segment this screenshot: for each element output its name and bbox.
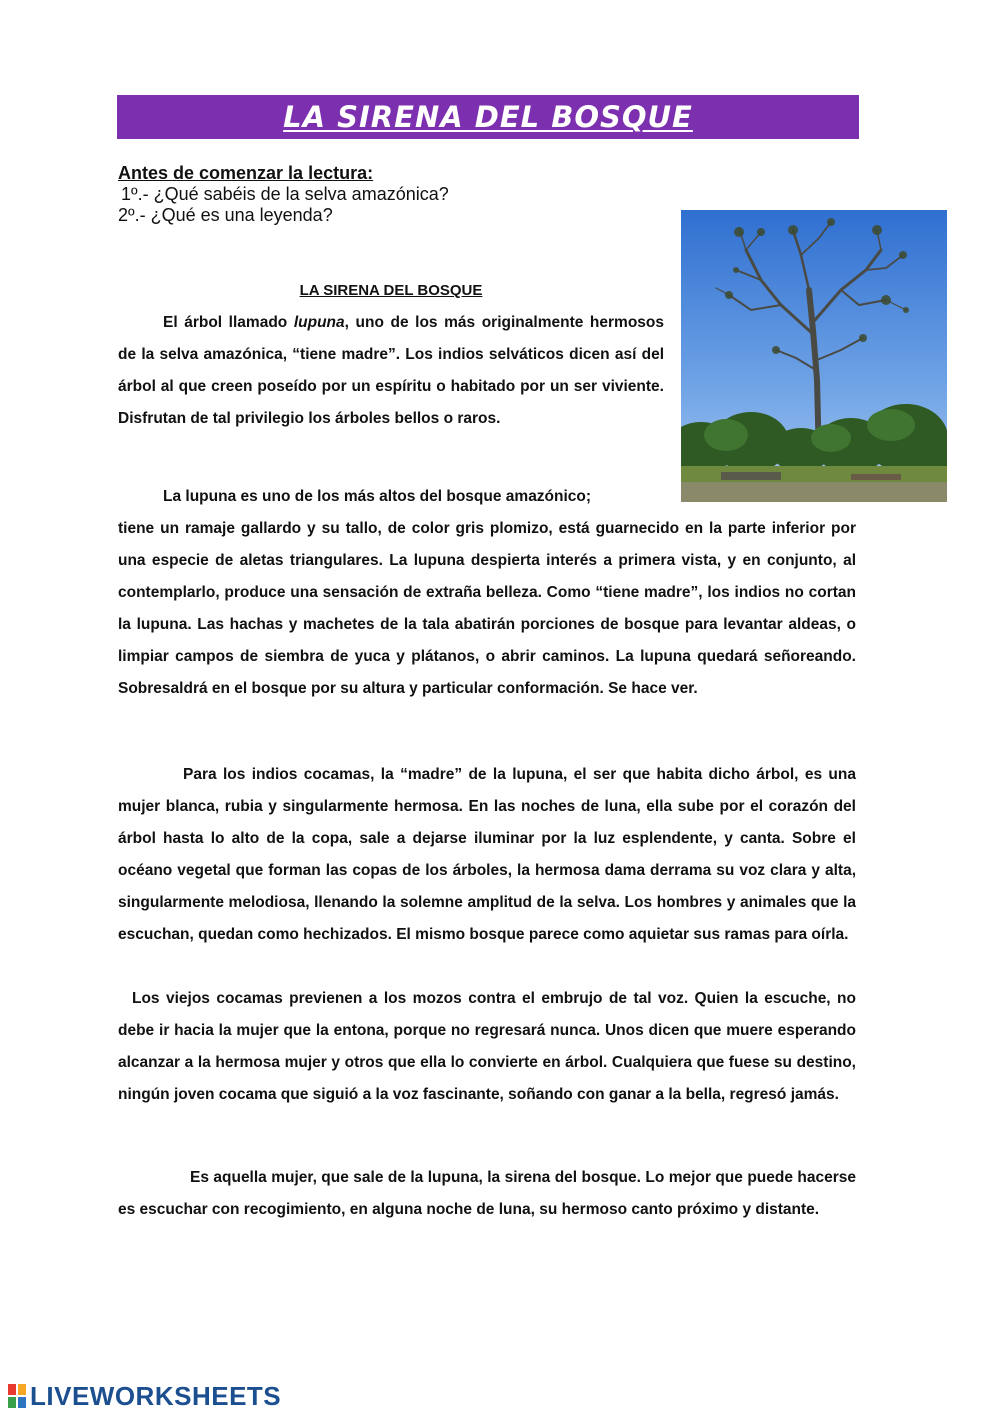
pre-reading-heading: Antes de comenzar la lectura: — [118, 163, 374, 183]
paragraph-2 — [118, 481, 856, 705]
paragraph-3: Para los indios cocamas, la “madre” de la lupuna, el ser que habita dicho árbol, es una mujer blanca, rubia y singularmente hermosa. En las noches de luna, ella sube por el corazón del árbol hasta lo alto de la copa, sale a dejarse iluminar por la luz esplendente, y canta. Sobre el océano vegetal que forman las copas de los árboles, la hermosa dama derrama su voz clara y alta, singularmente melodiosa, llenando la solemne amplitud de la selva. Los hombres y animales que la escuchan, quedan como hechizados. El mismo bosque parece como aquietar sus ramas para oírla. — [118, 766, 856, 943]
paragraph-1-rest: , uno de los más originalmente hermosos de la selva amazónica, “tiene madre”. Los indios selváticos dicen así del árbol al que creen poseído por un espíritu o habitado por un ser viviente. Disfrutan de tal privilegio los árboles bellos o raros. — [118, 314, 664, 427]
liveworksheets-logo — [8, 1382, 281, 1410]
lupuna-word: lupuna — [293, 314, 345, 331]
logo-text: LIVEWORKSHEETS — [30, 1380, 282, 1411]
paragraph-2-rest: tiene un ramaje gallardo y su tallo, de color gris plomizo, está guarnecido en la parte inferior por una especie de aletas triangulares. La lupuna despierta interés a primera vista, y en conjunto, al contemplarlo, produce una sensación de extraña belleza. Como “tiene madre”, los indios no cortan la lupuna. Las hachas y machetes de la tala abatirán porciones de bosque para levantar aldeas, o limpiar campos de siembra de yuca y plátanos, o abrir caminos. La lupuna quedará señoreando. Sobresaldrá en el bosque por su altura y particular conformación. Se hace ver. — [118, 520, 856, 697]
logo-badge-icon — [8, 1384, 26, 1408]
question-2: 2º.- ¿Qué es una leyenda? — [118, 205, 333, 225]
lupuna-tree-photo — [681, 210, 947, 502]
worksheet-title: LA SIRENA DEL BOSQUE — [283, 100, 693, 134]
story-title: LA SIRENA DEL BOSQUE — [299, 282, 483, 299]
paragraph-4: Los viejos cocamas previenen a los mozos contra el embrujo de tal voz. Quien la escuche, no debe ir hacia la mujer que la entona, porque no regresará nunca. Unos dicen que muere esperando alcanzar a la hermosa mujer y otros que ella lo convierte en árbol. Cualquiera que fuese su destino, ningún joven cocama que siguió a la voz fascinante, soñando con ganar a la bella, regresó jamás. — [118, 990, 856, 1103]
paragraph-1 — [118, 307, 664, 435]
title-banner — [117, 95, 859, 139]
paragraph-1-start: El árbol llamado — [163, 314, 294, 331]
question-1: 1º.- ¿Qué sabéis de la selva amazónica? — [121, 184, 449, 204]
pre-reading-questions — [118, 163, 658, 226]
paragraph-2-first-line: La lupuna es uno de los más altos del bosque amazónico; — [163, 488, 592, 505]
paragraph-5: Es aquella mujer, que sale de la lupuna, la sirena del bosque. Lo mejor que puede hacerse es escuchar con recogimiento, en alguna noche de luna, su hermoso canto próximo y distante. — [118, 1169, 856, 1218]
